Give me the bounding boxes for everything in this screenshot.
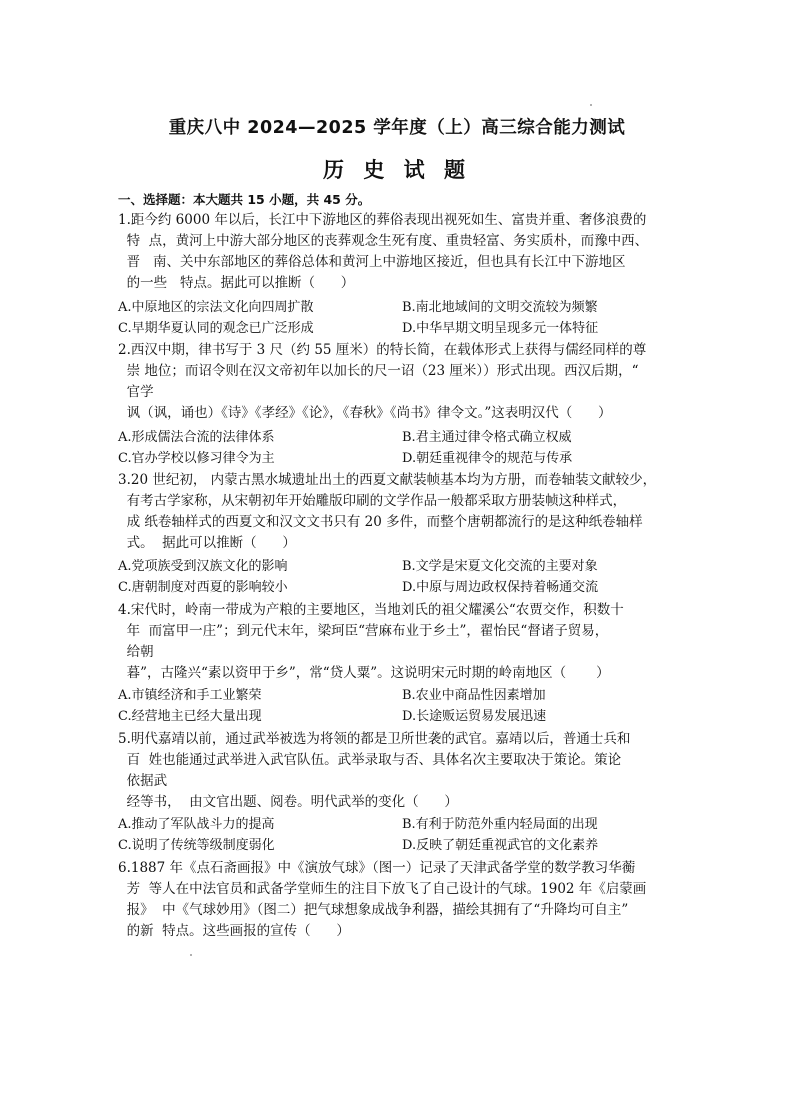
question-2-line-4: 讽（讽，诵也）《诗》《孝经》《论》，《春秋》《尚书》律令文。”这表明汉代（ ） bbox=[118, 405, 612, 421]
question-5-line-4: 经等书， 由文官出题、阅卷。明代武举的变化（ ） bbox=[118, 794, 458, 810]
question-1-option-a: A.中原地区的宗法文化向四周扩散 bbox=[118, 300, 314, 315]
question-3-line-4: 式。 据此可以推断（ ） bbox=[118, 535, 296, 551]
question-3-option-b: B.文学是宋夏文化交流的主要对象 bbox=[402, 559, 598, 574]
question-5-line-1: 5.明代嘉靖以前，通过武举被选为将领的都是卫所世袭的武官。嘉靖以后，普通士兵和 bbox=[118, 731, 631, 747]
question-4-option-b: B.农业中商品性因素增加 bbox=[402, 688, 546, 703]
question-1-option-d: D.中华早期文明呈现多元一体特征 bbox=[402, 321, 599, 336]
scan-speck bbox=[190, 954, 192, 956]
exam-subtitle: 历 史 试 题 bbox=[323, 158, 471, 182]
question-4-line-3: 给朝 bbox=[118, 644, 154, 660]
question-1-line-3: 晋 南、关中东部地区的葬俗总体和黄河上中游地区接近，但也具有长江中下游地区 bbox=[118, 254, 626, 270]
question-3-line-2: 有考古学家称，从宋朝初年开始雕版印刷的文学作品一般都采取方册装帧这种样式， bbox=[118, 493, 627, 509]
question-3-line-3: 成 纸卷轴样式的西夏文和汉文文书只有 20 多件，而整个唐朝都流行的是这种纸卷轴样 bbox=[118, 514, 643, 530]
question-1-option-c: C.早期华夏认同的观念已广泛形成 bbox=[118, 321, 314, 336]
question-4-line-2: 年 而富甲一庄”；到元代末年，梁珂臣“营麻布业于乡土”，翟怡民“督诸子贸易， bbox=[118, 623, 609, 639]
section-heading: 一、选择题：本大题共 15 小题，共 45 分。 bbox=[118, 192, 371, 207]
question-2-line-3: 官学 bbox=[118, 384, 154, 400]
question-2-option-a: A.形成儒法合流的法律体系 bbox=[118, 430, 275, 445]
question-1-option-b: B.南北地域间的文明交流较为频繁 bbox=[402, 300, 598, 315]
question-4-option-d: D.长途贩运贸易发展迅速 bbox=[402, 709, 547, 724]
question-5-option-a: A.推动了军队战斗力的提高 bbox=[118, 817, 275, 832]
question-4-line-1: 4.宋代时，岭南一带成为产粮的主要地区，当地刘氏的祖父耀溪公“农贾交作，积数十 bbox=[118, 602, 624, 618]
question-6-line-4: 的新 特点。这些画报的宣传（ ） bbox=[118, 923, 350, 939]
question-2-option-b: B.君主通过律令格式确立权威 bbox=[402, 430, 572, 445]
question-2-line-1: 2.西汉中期，律书写于 3 尺（约 55 厘米）的特长简，在载体形式上获得与儒经同样的尊 bbox=[118, 342, 647, 358]
question-1-line-4: 的一些 特点。据此可以推断（ ） bbox=[118, 275, 355, 291]
question-6-line-2: 芳 等人在中法官员和武备学堂师生的注目下放飞了自己设计的气球。1902 年《启蒙画 bbox=[118, 881, 647, 897]
question-5-option-b: B.有利于防范外重内轻局面的出现 bbox=[402, 817, 598, 832]
question-3-option-d: D.中原与周边政权保持着畅通交流 bbox=[402, 580, 599, 595]
question-6-line-3: 报》 中《气球妙用》（图二）把气球想象成战争利器，描绘其拥有了“升降均可自主” bbox=[118, 902, 629, 918]
question-3-option-c: C.唐朝制度对西夏的影响较小 bbox=[118, 580, 288, 595]
question-4-line-4: 暮”，古隆兴“素以资甲于乡”，常“贷人粟”。这说明宋元时期的岭南地区（ ） bbox=[118, 665, 610, 681]
question-2-line-2: 崇 地位；而诏令则在汉文帝初年以加长的尺一诏（23 厘米））形式出现。西汉后期，“ bbox=[118, 363, 639, 379]
scan-speck bbox=[590, 104, 592, 106]
question-5-option-c: C.说明了传统等级制度弱化 bbox=[118, 838, 275, 853]
question-4-option-c: C.经营地主已经大量出现 bbox=[118, 709, 262, 724]
question-5-line-3: 依据武 bbox=[118, 773, 168, 789]
question-6-line-1: 6.1887 年《点石斋画报》中《演放气球》（图一）记录了天津武备学堂的数学教习华蘅 bbox=[118, 860, 636, 876]
question-3-option-a: A.党项族受到汉族文化的影响 bbox=[118, 559, 288, 574]
question-4-option-a: A.市镇经济和手工业繁荣 bbox=[118, 688, 262, 703]
question-3-line-1: 3.20 世纪初， 内蒙古黑水城遗址出土的西夏文献装帧基本均为方册，而卷轴装文献较少， bbox=[118, 472, 657, 488]
question-1-line-2: 特 点，黄河上中游大部分地区的丧葬观念生死有度、重贵轻富、务实质朴，而豫中西、 bbox=[118, 233, 649, 249]
question-2-option-c: C.官办学校以修习律令为主 bbox=[118, 451, 275, 466]
question-1-line-1: 1.距今约 6000 年以后，长江中下游地区的葬俗表现出视死如生、富贵并重、奢侈浪费的 bbox=[118, 212, 647, 228]
exam-title: 重庆八中 2024—2025 学年度（上）高三综合能力测试 bbox=[168, 118, 626, 138]
question-5-option-d: D.反映了朝廷重视武官的文化素养 bbox=[402, 838, 599, 853]
question-5-line-2: 百 姓也能通过武举进入武官队伍。武举录取与否、具体名次主要取决于策论。策论 bbox=[118, 752, 622, 768]
question-2-option-d: D.朝廷重视律令的规范与传承 bbox=[402, 451, 573, 466]
